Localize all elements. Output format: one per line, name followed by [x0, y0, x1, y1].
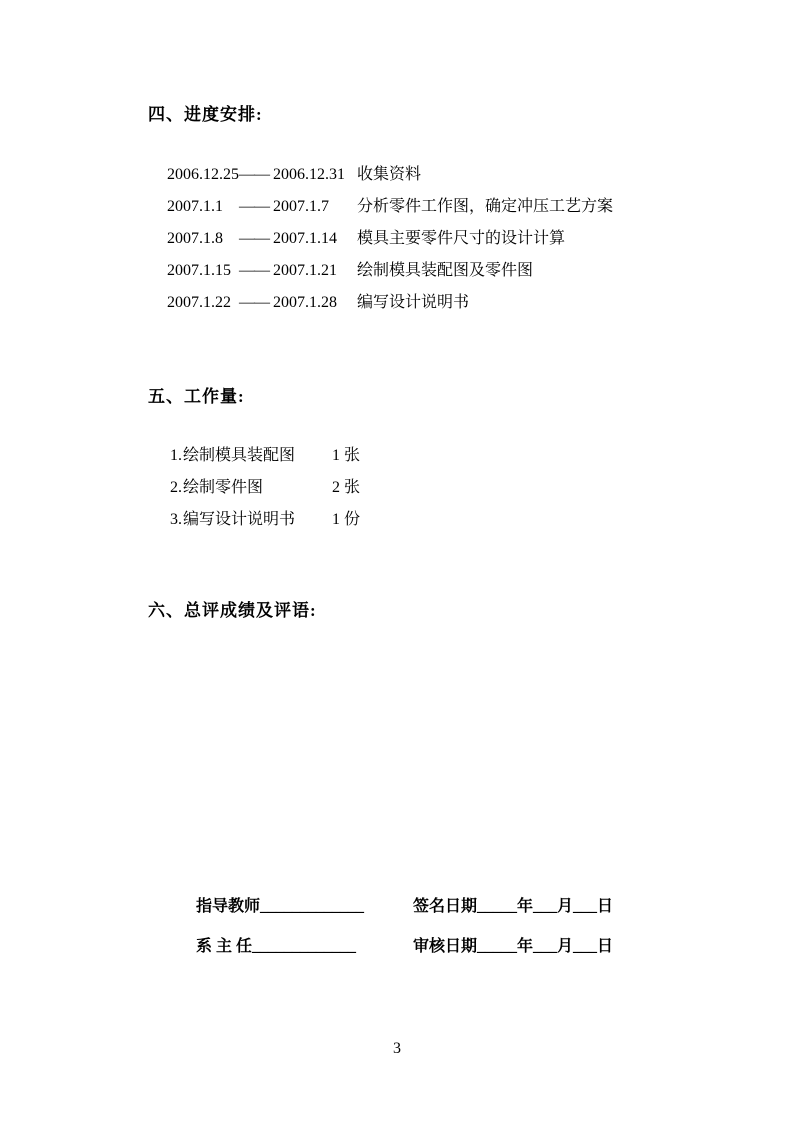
workload-item-label: 绘制模具装配图: [183, 447, 296, 464]
page-number: 3: [393, 1040, 401, 1057]
schedule-task: 绘制模具装配图及零件图: [357, 262, 534, 279]
sign-date-field: 签名日期_____年___月___日: [413, 898, 614, 915]
schedule-start-date: 2007.1.8: [167, 230, 223, 247]
evaluation-heading: 六、总评成绩及评语:: [148, 601, 317, 620]
schedule-date-dash: ——: [239, 198, 269, 215]
department-head-signature-field: [196, 927, 413, 967]
workload-heading: 五、工作量:: [148, 387, 245, 406]
schedule-task: 分析零件工作图，确定冲压工艺方案: [357, 198, 614, 215]
signature-row: [196, 927, 613, 967]
schedule-start-date: 2007.1.15: [167, 262, 231, 279]
workload-item-number: 1.: [170, 447, 182, 464]
advisor-role-label: 指导教师: [196, 898, 261, 915]
workload-item-quantity: 1 份: [332, 511, 361, 528]
schedule-end-date: 2007.1.28: [273, 294, 337, 311]
schedule-end-date: 2007.1.7: [273, 198, 329, 215]
schedule-date-dash: ——: [239, 230, 269, 247]
schedule-start-date: 2006.12.25: [167, 166, 239, 183]
workload-item-label: 绘制零件图: [183, 479, 264, 496]
workload-item-number: 3.: [170, 511, 182, 528]
advisor-signature-field: [196, 887, 413, 927]
department-head-signature-line: _____________: [252, 938, 357, 955]
workload-item-number: 2.: [170, 479, 182, 496]
workload-item-label: 编写设计说明书: [183, 511, 296, 528]
schedule-task: 编写设计说明书: [357, 294, 470, 311]
signature-block: [196, 887, 613, 967]
schedule-date-dash: ——: [239, 294, 269, 311]
workload-list: [170, 440, 360, 536]
schedule-start-date: 2007.1.1: [167, 198, 223, 215]
workload-item: [170, 472, 360, 504]
schedule-end-date: 2006.12.31: [273, 166, 345, 183]
workload-item: [170, 440, 360, 472]
schedule-row: [167, 159, 613, 191]
schedule-task: 收集资料: [357, 166, 422, 183]
schedule-heading: 四、进度安排:: [148, 105, 263, 124]
schedule-date-dash: ——: [239, 262, 269, 279]
schedule-end-date: 2007.1.14: [273, 230, 337, 247]
review-date-field: 审核日期_____年___月___日: [413, 938, 614, 955]
department-head-role-label: 系 主 任: [196, 938, 253, 955]
schedule-date-dash: ——: [239, 166, 269, 183]
workload-item-quantity: 1 张: [332, 447, 361, 464]
schedule-row: [167, 287, 613, 319]
schedule-row: [167, 191, 613, 223]
workload-item-quantity: 2 张: [332, 479, 361, 496]
schedule-end-date: 2007.1.21: [273, 262, 337, 279]
schedule-list: [167, 159, 613, 319]
signature-row: [196, 887, 613, 927]
schedule-start-date: 2007.1.22: [167, 294, 231, 311]
schedule-row: [167, 255, 613, 287]
advisor-signature-line: _____________: [260, 898, 365, 915]
workload-item: [170, 504, 360, 536]
schedule-row: [167, 223, 613, 255]
schedule-task: 模具主要零件尺寸的设计计算: [357, 230, 566, 247]
